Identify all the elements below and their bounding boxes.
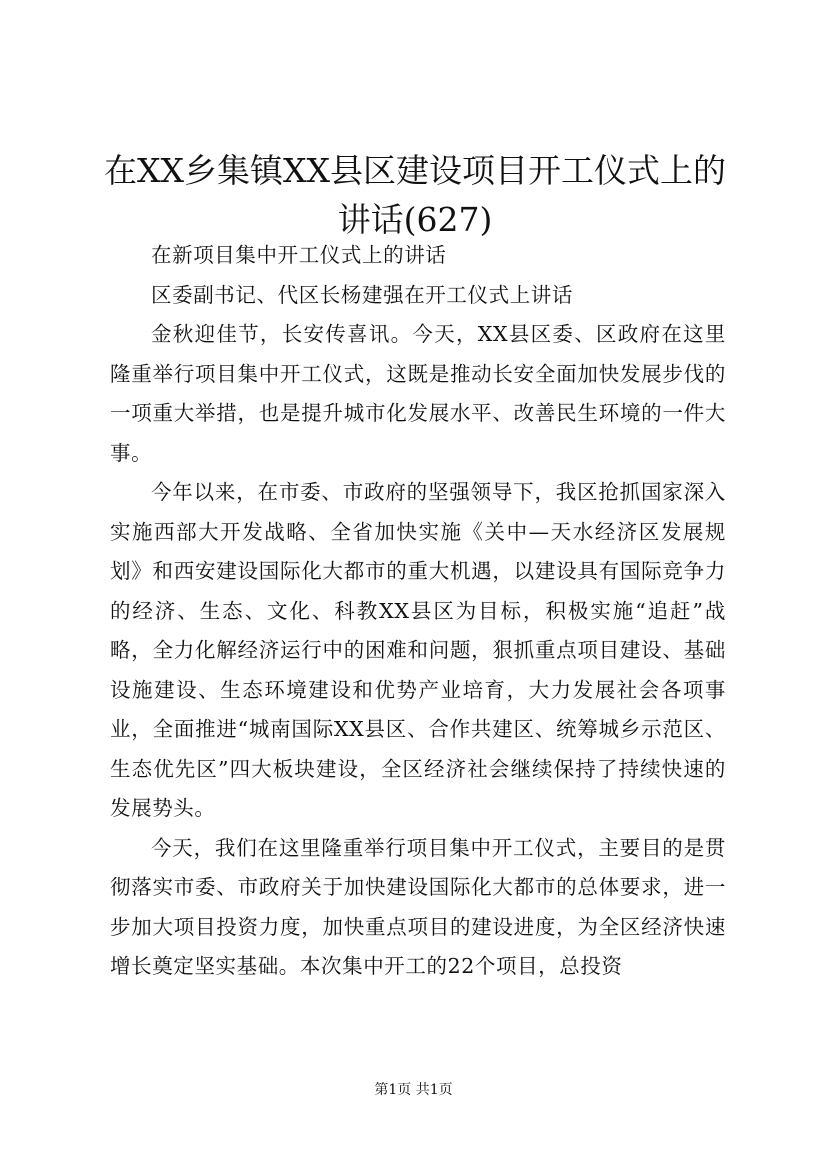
document-body — [110, 236, 726, 987]
paragraph-opening: 金秋迎佳节，长安传喜讯。今天，XX县区委、区政府在这里隆重举行项目集中开工仪式，这既是推动长安全面加快发展步伐的一项重大举措，也是提升城市化发展水平、改善民生环境的一件大事。 — [110, 322, 726, 465]
paragraph-speaker: 区委副书记、代区长杨建强在开工仪式上讲话 — [151, 282, 573, 307]
paragraph-purpose: 今天，我们在这里隆重举行项目集中开工仪式，主要目的是贯彻落实市委、市政府关于加快建设国际化大都市的总体要求，进一步加大项目投资力度，加快重点项目的建设进度，为全区经济快速增长奠定坚实基础。本次集中开工的22个项目，总投资 — [110, 835, 726, 978]
page-footer: 第1页 共1页 — [374, 1082, 453, 1098]
paragraph-subtitle: 在新项目集中开工仪式上的讲话 — [151, 243, 447, 267]
page-title: 在XX乡集镇XX县区建设项目开工仪式上的讲话(627) — [104, 151, 726, 239]
paragraph-progress: 今年以来，在市委、市政府的坚强领导下，我区抢抓国家深入实施西部大开发战略、全省加快实施《关中—天水经济区发展规划》和西安建设国际化大都市的重大机遇，以建设具有国际竞争力的经济、生态、文化、科教XX县区为目标，积极实施“追赶”战略，全力化解经济运行中的困难和问题，狠抓重点项目建设、基础设施建设、生态环境建设和优势产业培育，大力发展社会各项事业，全面推进“城南国际XX县区、合作共建区、统筹城乡示范区、生态优先区”四大板块建设，全区经济社会继续保持了持续快速的发展势头。 — [110, 480, 726, 820]
